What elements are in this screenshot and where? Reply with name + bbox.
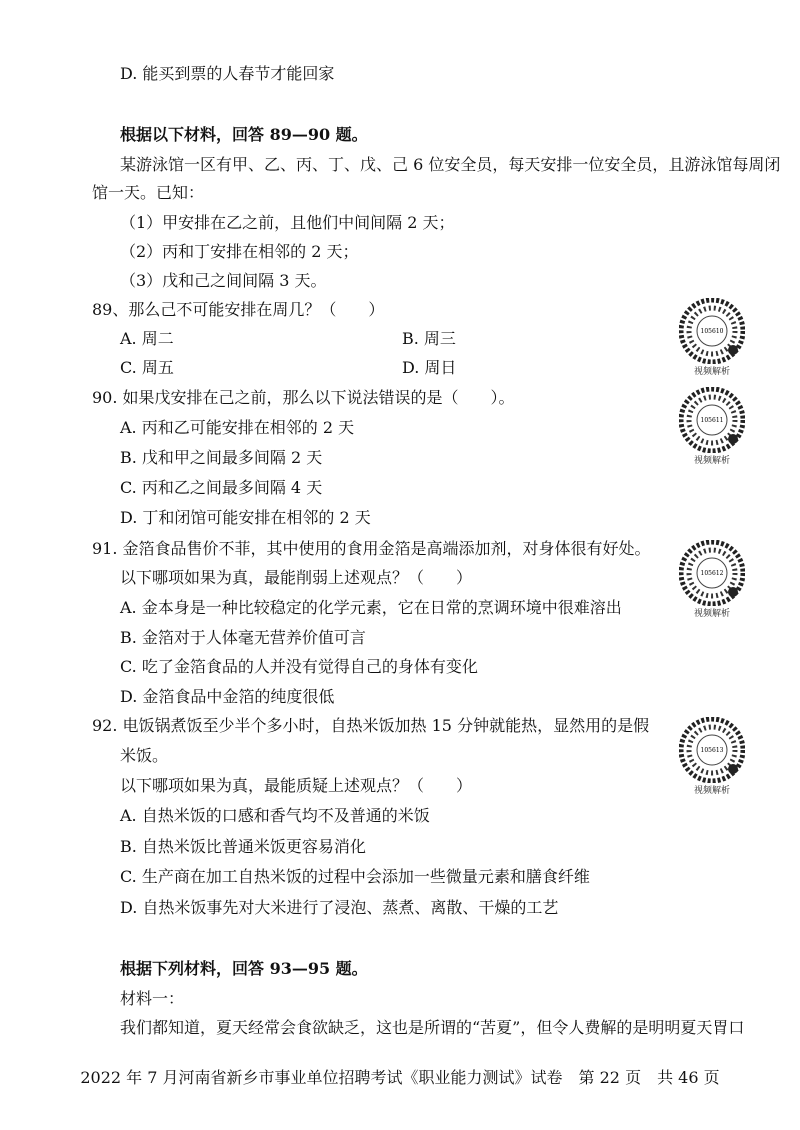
condition-2: （2）丙和丁安排在相邻的 2 天； xyxy=(120,242,359,261)
qr-caption: 视频解析 xyxy=(693,367,730,377)
question-90-option-a: A. 丙和乙可能安排在相邻的 2 天 xyxy=(120,418,355,437)
page-footer: 2022 年 7 月河南省新乡市事业单位招聘考试《职业能力测试》试卷 第 22 页 共 46 页 xyxy=(80,1068,720,1087)
qr-caption: 视频解析 xyxy=(693,609,730,619)
qr-code-number: 105612 xyxy=(700,570,724,577)
question-89-stem: 89、那么己不可能安排在周几？（ ） xyxy=(92,300,385,319)
question-91-stem: 91. 金箔食品售价不菲，其中使用的食用金箔是高端添加剂，对身体很有好处。 xyxy=(92,539,651,558)
question-92-option-c: C. 生产商在加工自热米饭的过程中会添加一些微量元素和膳食纤维 xyxy=(120,867,590,886)
question-91-option-c: C. 吃了金箔食品的人并没有觉得自己的身体有变化 xyxy=(120,657,478,676)
section-heading-93-95: 根据下列材料，回答 93—95 题。 xyxy=(120,959,368,978)
qr-code-icon xyxy=(679,387,745,453)
question-89-option-c: C. 周五 xyxy=(120,358,174,377)
question-89-option-b: B. 周三 xyxy=(402,329,456,348)
condition-3: （3）戊和己之间间隔 3 天。 xyxy=(120,271,327,290)
video-qr-code[interactable] xyxy=(676,387,748,467)
section-heading-89-90: 根据以下材料，回答 89—90 题。 xyxy=(120,125,368,144)
question-90-stem: 90. 如果戊安排在己之前，那么以下说法错误的是（ ）。 xyxy=(92,388,515,407)
question-92-stem: 92. 电饭锅煮饭至少半个多小时，自热米饭加热 15 分钟就能热，显然用的是假 xyxy=(92,716,650,735)
question-92-prompt: 以下哪项如果为真，最能质疑上述观点？（ ） xyxy=(120,776,473,795)
question-92-option-a: A. 自热米饭的口感和香气均不及普通的米饭 xyxy=(120,806,430,825)
qr-caption: 视频解析 xyxy=(693,456,730,466)
material-paragraph: 我们都知道，夏天经常会食欲缺乏，这也是所谓的“苦夏”，但令人费解的是明明夏天胃口 xyxy=(120,1018,745,1037)
question-89-option-d: D. 周日 xyxy=(402,358,457,377)
qr-caption: 视频解析 xyxy=(693,786,730,796)
qr-code-icon xyxy=(679,717,745,783)
video-qr-code[interactable] xyxy=(676,540,748,620)
material-text: 馆一天。已知： xyxy=(92,183,205,202)
qr-code-number: 105613 xyxy=(700,747,724,754)
video-qr-code[interactable] xyxy=(676,717,748,797)
question-90-option-d: D. 丁和闭馆可能安排在相邻的 2 天 xyxy=(120,508,371,527)
question-92-option-d: D. 自热米饭事先对大米进行了浸泡、蒸煮、离散、干燥的工艺 xyxy=(120,898,559,917)
question-90-option-b: B. 戊和甲之间最多间隔 2 天 xyxy=(120,448,323,467)
question-91-option-d: D. 金箔食品中金箔的纯度很低 xyxy=(120,687,335,706)
qr-code-number: 105611 xyxy=(700,417,724,424)
material-label: 材料一： xyxy=(120,989,185,1008)
question-92-stem-cont: 米饭。 xyxy=(120,746,169,765)
question-90-option-c: C. 丙和乙之间最多间隔 4 天 xyxy=(120,478,323,497)
condition-1: （1）甲安排在乙之前，且他们中间间隔 2 天； xyxy=(120,213,455,232)
question-91-prompt: 以下哪项如果为真，最能削弱上述观点？（ ） xyxy=(120,568,473,587)
question-92-option-b: B. 自热米饭比普通米饭更容易消化 xyxy=(120,837,366,856)
qr-code-icon xyxy=(679,298,745,364)
material-text: 某游泳馆一区有甲、乙、丙、丁、戊、己 6 位安全员，每天安排一位安全员，且游泳馆每周闭 xyxy=(120,155,781,174)
video-qr-code[interactable] xyxy=(676,298,748,378)
question-91-option-b: B. 金箔对于人体毫无营养价值可言 xyxy=(120,628,366,647)
qr-code-icon xyxy=(679,540,745,606)
question-89-option-a: A. 周二 xyxy=(120,329,174,348)
option-d-previous: D. 能买到票的人春节才能回家 xyxy=(120,64,335,83)
question-91-option-a: A. 金本身是一种比较稳定的化学元素，它在日常的烹调环境中很难溶出 xyxy=(120,598,622,617)
qr-code-number: 105610 xyxy=(700,328,724,335)
